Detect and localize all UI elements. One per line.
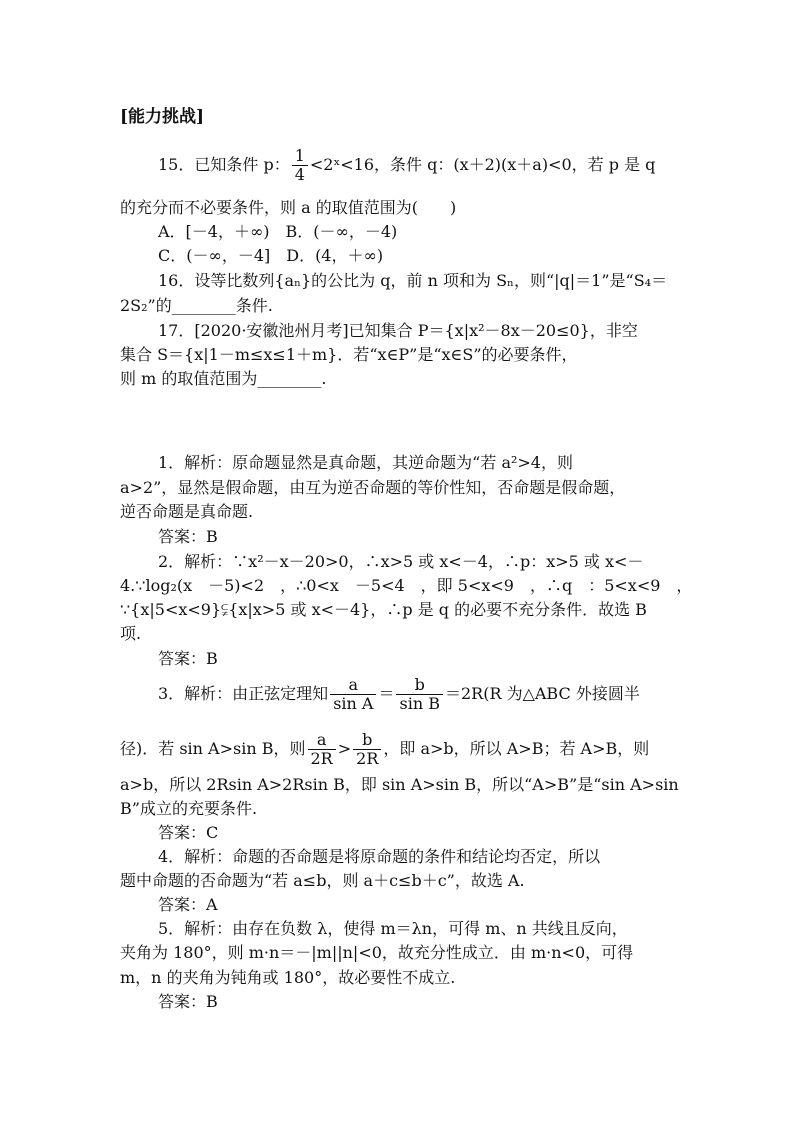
a1-line-3: 逆否命题是真命题. — [120, 502, 254, 521]
a3-fraction-2 — [396, 676, 442, 713]
a3-text-c: 径)．若 sin A>sin B，则 — [120, 739, 306, 758]
a3-fraction-3 — [308, 731, 336, 768]
a3-frac3-den: 2R — [310, 749, 333, 768]
q15-fraction — [292, 147, 308, 184]
q15-line-1 — [158, 147, 655, 184]
a2-answer: 答案：B — [158, 649, 218, 668]
q15-text-b: <2ˣ<16，条件 q：(x＋2)(x＋a)<0，若 p 是 q — [309, 155, 656, 174]
a5-line-2: 夹角为 180°，则 m·n＝－|m||n|<0，故充分性成立．由 m·n<0，可得 — [120, 943, 634, 962]
a3-text-a: 3．解析：由正弦定理知 — [158, 684, 329, 703]
q17-line-3: 则 m 的取值范围为________. — [120, 369, 327, 388]
a3-line-3: a>b，所以 2Rsin A>2Rsin B，即 sin A>sin B，所以“A>B”是“sin A>sin — [120, 775, 679, 794]
a4-answer: 答案：A — [158, 895, 218, 914]
a3-fraction-1 — [330, 676, 376, 713]
q17-line-2: 集合 S＝{x|1－m≤x≤1＋m}．若“x∈P”是“x∈S”的必要条件， — [120, 345, 578, 364]
q16-line-1: 16．设等比数列{aₙ}的公比为 q，前 n 项和为 Sₙ，则“|q|＝1”是“S₄＝ — [158, 271, 668, 290]
q16-line-2: 2S₂”的________条件. — [120, 296, 273, 315]
a3-fraction-4 — [353, 731, 381, 768]
a3-answer: 答案：C — [158, 823, 219, 842]
a5-line-3: m，n 的夹角为钝角或 180°，故必要性不成立. — [120, 968, 456, 987]
q15-text-a: 15．已知条件 p： — [158, 155, 290, 174]
q15-frac-den: 4 — [294, 165, 305, 184]
a3-frac4-den: 2R — [356, 749, 379, 768]
a5-line-1: 5．解析：由存在负数 λ，使得 m＝λn，可得 m、n 共线且反向， — [158, 919, 628, 938]
a3-frac4-num: b — [353, 731, 381, 750]
a1-answer: 答案：B — [158, 527, 218, 546]
q15-options-cd: C．(－∞，－4] D．(4，＋∞) — [158, 246, 384, 265]
a3-text-d: ，即 a>b，所以 A>B；若 A>B，则 — [383, 739, 650, 758]
a3-line-4: B”成立的充要条件. — [120, 799, 258, 818]
a2-line-3: ∵{x|5<x<9}⫋{x|x>5 或 x<－4}，∴p 是 q 的必要不充分条件．故选 B — [120, 600, 647, 619]
a3-line-2 — [120, 731, 649, 768]
q15-options-ab: A．[－4，＋∞) B．(－∞，－4) — [158, 222, 398, 241]
a2-line-2: 4.∵log₂(x －5)<2 ，∴0<x －5<4 ，即 5<x<9 ，∴q ：5<x<9 ， — [120, 576, 693, 595]
a3-text-b: ＝2R(R 为△ABC 外接圆半 — [444, 684, 640, 703]
a5-answer: 答案：B — [158, 992, 218, 1011]
a3-gt: > — [337, 739, 352, 758]
q15-line-2: 的充分而不必要条件，则 a 的取值范围为( ) — [120, 198, 457, 217]
a1-line-1: 1．解析：原命题显然是真命题，其逆命题为“若 a²>4，则 — [158, 453, 573, 472]
q15-frac-num: 1 — [292, 147, 308, 166]
a3-frac1-den: sin A — [333, 694, 374, 713]
a4-line-2: 题中命题的否命题为“若 a≤b，则 a＋c≤b＋c”，故选 A. — [120, 871, 525, 890]
a2-line-4: 项. — [120, 624, 142, 643]
q17-line-1: 17．[2020·安徽池州月考]已知集合 P＝{x|x²－8x－20≤0}，非空 — [158, 321, 638, 340]
a3-frac2-num: b — [396, 676, 442, 695]
a3-frac2-den: sin B — [399, 694, 440, 713]
a3-equals: ＝ — [378, 684, 395, 703]
a3-frac3-num: a — [308, 731, 336, 750]
a3-line-1 — [158, 676, 640, 713]
a4-line-1: 4．解析：命题的否命题是将原命题的条件和结论均否定，所以 — [158, 847, 601, 866]
section-heading: [能力挑战] — [120, 107, 205, 127]
a1-line-2: a>2”，显然是假命题，由互为逆否命题的等价性知，否命题是假命题， — [120, 478, 626, 497]
a3-frac1-num: a — [330, 676, 376, 695]
a2-line-1: 2．解析：∵x²－x－20>0，∴x>5 或 x<－4，∴p：x>5 或 x<－ — [158, 552, 644, 571]
